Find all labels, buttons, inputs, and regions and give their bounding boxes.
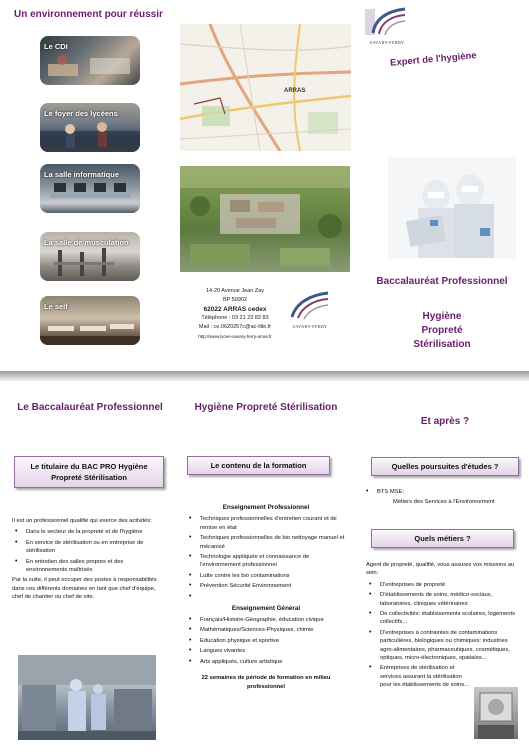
list-item: • Techniques professionnelles de bio nettoyage manuel et mécanisé: [186, 534, 346, 551]
tile-label: La salle informatique: [44, 170, 120, 179]
col1-body: [12, 517, 166, 605]
list-item: • D'entreprises à contraintes de contaminations particulières, biologiques ou chimiques: industries agro-alimentaires, pharmaceutiques, cosmétiques, optiques, micro-électroniques, spatiales...: [366, 629, 518, 663]
tile-label: Le self: [44, 302, 68, 311]
list-item: • Techniques professionnelles d'entretien courant et de remise en état: [186, 515, 346, 532]
school-logo-middle: [288, 291, 332, 329]
lab-workers-photo: [388, 158, 516, 258]
sterilizer-photo: [474, 687, 518, 739]
list-item: • En service de stérilisation ou en entreprise de stérilisation: [12, 539, 166, 556]
list-item: • D'entreprises de propreté: [366, 581, 518, 589]
location-map: [180, 24, 351, 151]
col1-list: [12, 528, 166, 574]
col2-box-title: Le contenu de la formation: [187, 456, 330, 475]
website-link[interactable]: http://www.lycee-savary-ferry-arras.fr: [198, 334, 272, 339]
list-item: • Entreprises de stérilisation et services assurant la stérilisation pour les établissements de soins...: [366, 664, 474, 689]
list-item: • Langues vivantes: [186, 647, 346, 655]
address-line: BP 50902: [222, 297, 248, 303]
tile-label: Le CDI: [44, 42, 68, 51]
photo-musculation: [40, 232, 140, 281]
bts-description: Métiers des Services à l'Environnement: [393, 499, 495, 506]
list-item: • Technologie appliquée et connaissance de l'environnement professionnel: [186, 553, 346, 570]
list-item: [186, 593, 346, 601]
fold-divider: [0, 371, 529, 381]
col1-intro: Il est un professionnel qualifié qui exerce des activités:: [12, 518, 152, 524]
hps-title-cover: [356, 310, 528, 352]
photo-foyer: [40, 103, 140, 152]
list-item: • Education physique et sportive: [186, 637, 346, 645]
col3-intro: Agent de propreté, qualifié, vous assurez vos missions au sein:: [366, 562, 515, 577]
col3-studies-body: [363, 488, 523, 507]
tile-label: La salle de musculation: [44, 238, 129, 247]
col2-footer: 22 semaines de période de formation en milieu professionnel: [201, 675, 331, 690]
environment-title: Un environnement pour réussir: [14, 9, 163, 20]
list-item: • Mathématiques/Sciences-Physiques, chimie: [186, 626, 346, 634]
map-label-arras: ARRAS: [284, 88, 306, 94]
address-line: Téléphone : 03 21 23 83 83: [201, 315, 269, 321]
aerial-photo: [180, 166, 350, 272]
col3-box-studies: Quelles poursuites d'études ?: [371, 457, 519, 476]
bac-title-cover: Baccalauréat Professionnel: [376, 276, 508, 287]
photo-cdi: [40, 36, 140, 85]
list-item: • En entretien des salles propres et des environnements maîtrisés: [12, 558, 166, 575]
hps-line: Hygiène: [422, 311, 462, 322]
list-item: • Lutte contre les bio contaminations: [186, 572, 346, 580]
col2-heading-pro: Enseignement Professionnel: [222, 504, 310, 511]
logo-caption: SAVARY-FERRY: [292, 324, 328, 329]
col2-list-gen: [186, 616, 346, 666]
col1-box-title: Le titulaire du BAC PRO Hygiène Propreté Stérilisation: [14, 456, 164, 488]
photo-informatique: [40, 164, 140, 213]
school-logo-top: [365, 7, 409, 45]
address-line: 14-20 Avenue Jean Zay: [206, 288, 264, 294]
list-item: • Arts appliqués, culture artistique: [186, 658, 346, 666]
col3-jobs-list: [366, 581, 518, 690]
col2-heading-gen: Enseignement Général: [231, 604, 301, 612]
col1-title: Le Baccalauréat Professionnel: [17, 402, 163, 413]
list-item: • De collectivités: établissements scolaires, logements collectifs...: [366, 610, 518, 627]
address-line: Mail : ce.0620257c@ac-lille.fr: [198, 324, 272, 330]
col2-title: Hygiène Propreté Stérilisation: [194, 402, 338, 413]
list-item: • D'établissements de soins, médico-sociaux, laboratoires, cliniques vétérinaires: [366, 591, 518, 608]
photo-self: [40, 296, 140, 345]
hps-line: Propreté: [421, 325, 463, 336]
list-item: • Dans le secteur de la propreté et de l'hygiène: [12, 528, 166, 536]
address-line: 62022 ARRAS cedex: [203, 306, 267, 313]
hps-line: Stérilisation: [413, 339, 471, 350]
col1-outro: Par la suite, il peut occuper des postes à responsabilités dans ces différents domaines en tant que chef d'équipe, chef de chantier ou chef de site.: [12, 577, 157, 601]
tile-label: Le foyer des lycéens: [44, 109, 118, 118]
col3-title: Et après ?: [420, 416, 470, 427]
school-address: [180, 287, 290, 341]
logo-caption: SAVARY-FERRY: [369, 40, 405, 45]
col3-studies-list: [363, 488, 523, 496]
col3-jobs-body: [366, 561, 518, 692]
col2-body: [186, 500, 346, 694]
cleanroom-photo: [18, 655, 156, 740]
expert-tagline: Expert de l'hygiène: [389, 50, 478, 69]
list-item: • BTS MSE:: [363, 488, 523, 496]
col3-box-jobs: Quels métiers ?: [371, 529, 514, 548]
list-item: • Prévention Sécurité Environnement: [186, 582, 346, 590]
col2-list-pro: [186, 515, 346, 600]
list-item: • Français/Histoire-Géographie, éducation civique: [186, 616, 346, 624]
